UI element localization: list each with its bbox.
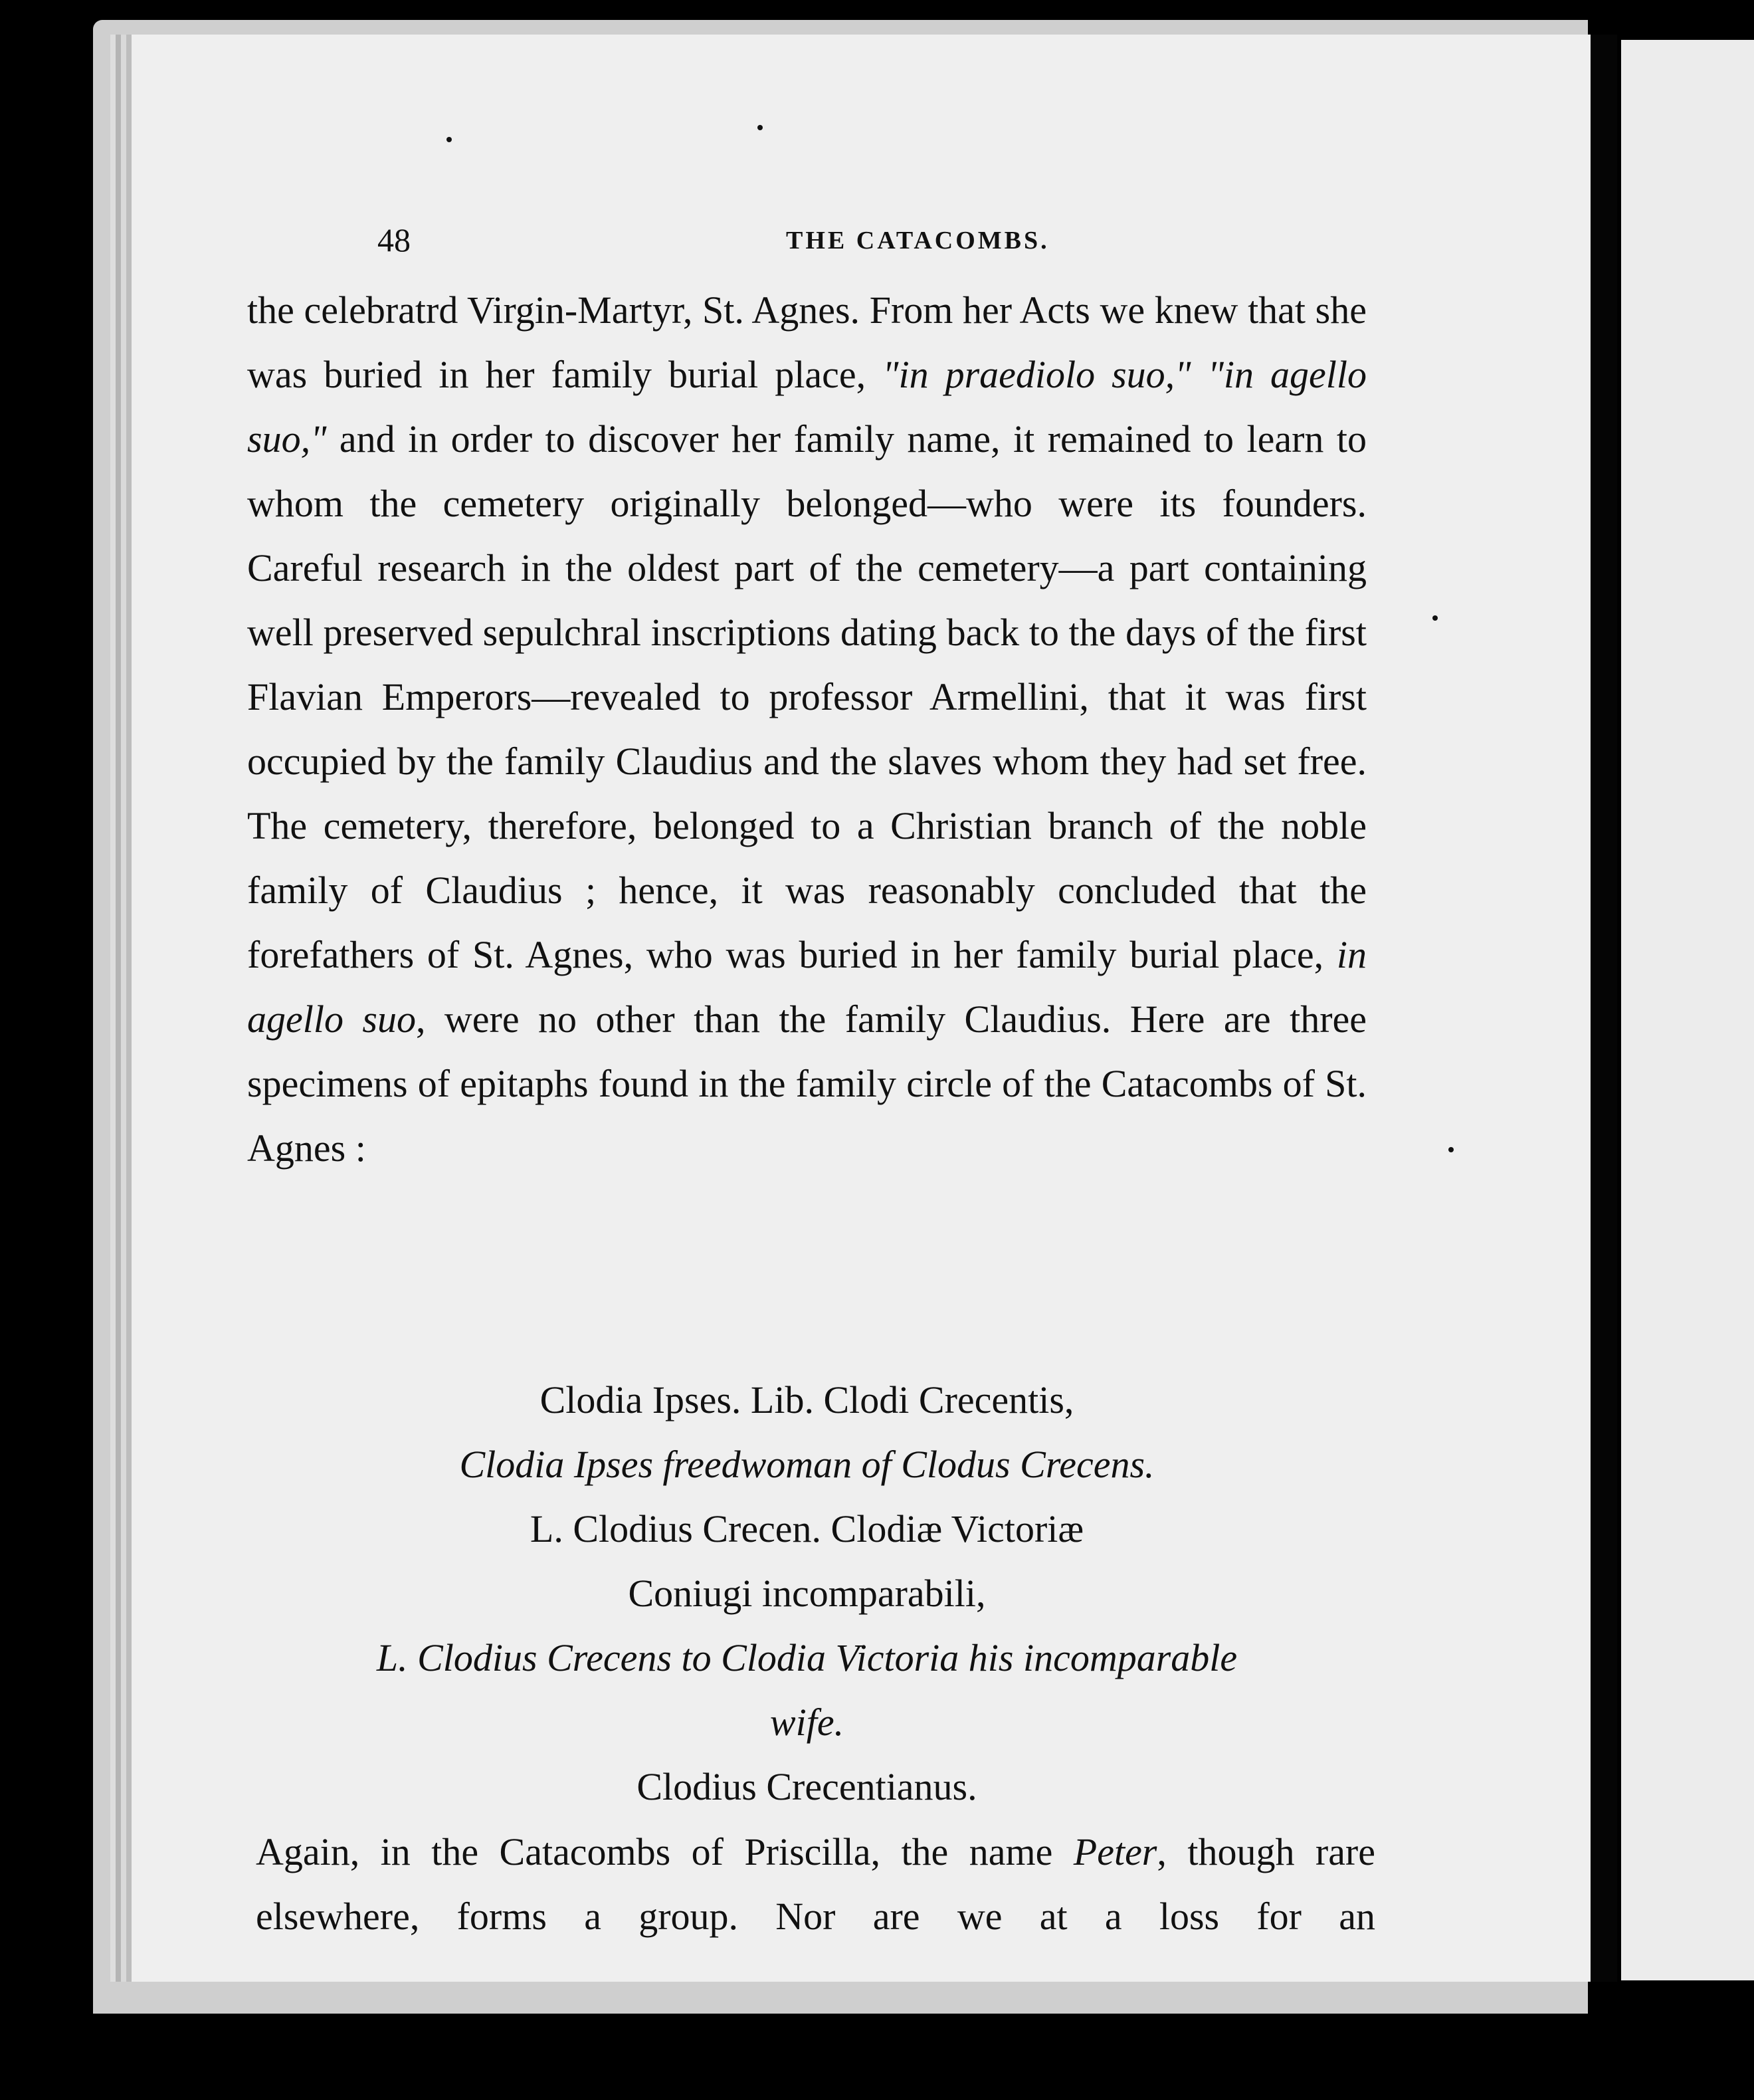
epitaph-latin-2b: Coniugi incomparabili, [628,1572,986,1615]
latin-quote-3: in agello suo [247,933,1367,1041]
paragraph-text: the celebratrd Virgin-Martyr, St. Agnes. From her Acts we knew that she was buried in her family burial place, "in praediolo suo," "in agello suo," and in order to discover her family name, it remained to learn to whom the cemetery originally belonged—who were its founders. Careful research in the oldest part of the cemetery—a part containing well preserved sepulchral inscriptions dating back to the days of the first Flavian Emperors—revealed to professor Armellini, that it was first occupied by the family Claudius and the slaves whom they had set free. The cemetery, therefore, belonged to a Christian branch of the noble family of Claudius ; hence, it was reasonably concluded that the forefathers of St. Agnes, who was buried in her family burial place, in agello suo, were no other than the family Claudius. Here are three specimens of epitaphs found in the family circle of the Catacombs of St. Agnes : [247,288,1367,1170]
facing-page-edge [1621,40,1754,1980]
book-gutter [1591,35,1617,1982]
epitaph-latin-1: Clodia Ipses. Lib. Clodi Crecentis, [539,1378,1074,1421]
latin-quote-1: "in praediolo suo," [882,353,1191,396]
print-speck [446,137,452,142]
epitaph-translation-1: Clodia Ipses freedwoman of Clodus Crecens. [459,1443,1155,1486]
running-head: THE CATACOMBS. [786,227,1050,255]
page-number: 48 [377,221,411,259]
body-paragraph-2: Again, in the Catacombs of Priscilla, the name Peter, though rare elsewhere, forms a group. Nor are we at a loss for an [256,1830,1375,1938]
body-paragraph-1 [247,278,1367,1180]
print-speck [1432,615,1438,621]
print-speck [1448,1147,1454,1152]
epitaph-translation-2b: wife. [769,1701,844,1744]
epitaph-translation-2a: L. Clodius Crecens to Clodia Victoria his incomparable [376,1636,1238,1679]
name-peter: Peter [1073,1830,1157,1873]
epitaph-latin-3: Clodius Crecentianus. [636,1765,977,1808]
epitaph-latin-2a: L. Clodius Crecen. Clodiæ Victoriæ [530,1507,1084,1550]
print-speck [757,125,763,130]
latin-quote-2: "in agello suo," [247,353,1367,461]
epitaph-block [247,1368,1367,1819]
page-header [132,221,1591,261]
